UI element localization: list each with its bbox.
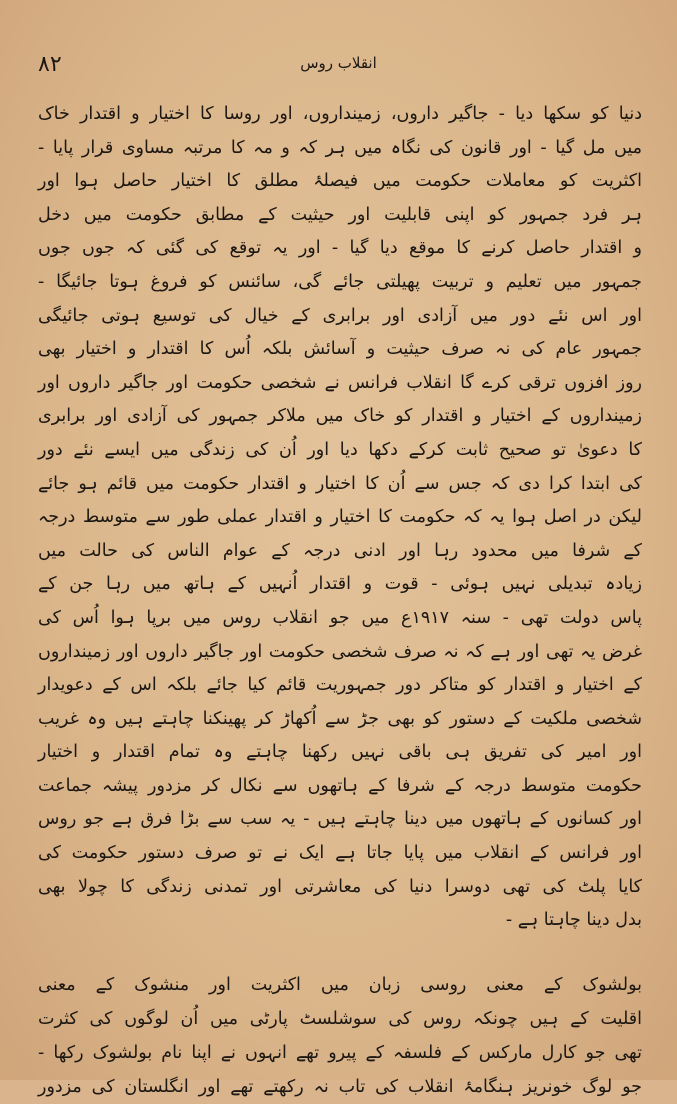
text-line: اور امیر کی تفریق ہی باقی نہیں رکھنا چاہتے وہ تمام اقتدار و اختیار [38, 742, 642, 763]
text-line: کی ابتدا کرا دی کہ جس سے اُن کا اختیار و اقتدار حکومت میں قائم ہو جائے [38, 473, 642, 494]
text-line: شخصی ملکیت کے دستور کو بھی جڑ سے اُکھاڑ کر پھینکنا چاہتے ہیں وہ غریب [38, 708, 642, 729]
page-header [0, 52, 677, 82]
text-body [38, 98, 642, 1104]
text-line: اور فرانس کے انقلاب میں پایا جاتا ہے ایک نے تو صرف دستور حکومت کی [38, 843, 642, 864]
text-line: دنیا کو سکھا دیا - جاگیر داروں، زمینداروں، اور روسا کا اختیار و اقتدار خاک [38, 104, 642, 124]
text-line: جو لوگ خونریز ہنگامۂ انقلاب کی تاب نہ رکھتے تھے اور انگلستان کی مزدور [38, 1076, 642, 1097]
text-line: اکثریت کو معاملات حکومت میں فیصلۂ مطلق کا اختیار حاصل ہوا اور [38, 171, 642, 192]
text-line: جمہور عام کی نہ صرف حیثیت و آسائش بلکہ اُس کا اقتدار و اختیار بھی [38, 339, 642, 360]
text-line: کے شرفا میں محدود رہا اور ادنی درجہ کے عوام الناس کی حالت میں [38, 540, 642, 561]
text-line: اقلیت کے ہیں چونکہ روس کی سوشلسٹ پارٹی میں اُن لوگوں کی کثرت [38, 1008, 642, 1029]
text-line: کایا پلٹ کی تھی دوسرا دنیا کی معاشرتی اور تمدنی زندگی کا چولا بھی [38, 876, 642, 897]
text-line: ہر فرد جمہور کو اپنی قابلیت اور حیثیت کے مطابق حکومت میں دخل [38, 204, 642, 225]
running-title: انقلاب روس [300, 54, 377, 72]
paragraph-gap [38, 938, 642, 968]
text-line: تھی جو کارل مارکس کے فلسفہ کے پیرو تھے انہوں نے اپنا نام بولشوک رکھا - [38, 1042, 642, 1063]
text-line: بولشوک کے معنی روسی زبان میں اکثریت اور منشوک کے معنی [38, 974, 642, 995]
page-number: ۸۲ [38, 52, 62, 77]
text-line: لیکن در اصل ہوا یہ کہ حکومت کا اختیار و اقتدار عملی طور سے متوسط درجہ [38, 507, 642, 528]
text-line: اور اس نئے دور میں آزادی اور برابری کے خیال کی توسیع ہوتی جائیگی [38, 305, 642, 326]
text-line: حکومت متوسط درجہ کے شرفا کے ہاتھوں سے نکال کر مزدور پیشہ جماعت [38, 775, 642, 796]
text-line: زیادہ تبدیلی نہیں ہوئی - قوت و اقتدار اُنہیں کے ہاتھ میں رہا جن کے [38, 574, 642, 595]
text-line: میں مل گیا - اور قانون کی نگاہ میں ہر کہ و مہ کا مرتبہ مساوی قرار پایا - [38, 137, 642, 158]
text-line: جمہور میں تعلیم و تربیت پھیلتی جائے گی، سائنس کو فروغ ہوتا جائیگا - [38, 271, 642, 292]
paragraph-1 [38, 98, 642, 938]
text-line: روز افزوں ترقی کرے گا انقلاب فرانس نے شخصی حکومت اور جاگیر داروں اور [38, 372, 642, 393]
text-line: کے اختیار و اقتدار کو متاکر دور جمہوریت قائم کیا جائے بلکہ اس کے دعویدار [38, 675, 642, 696]
text-line: بدل دینا چاہتا ہے - [505, 910, 642, 931]
text-line: اور کسانوں کے ہاتھوں میں دینا چاہتے ہیں - یہ سب سے بڑا فرق ہے جو روس [38, 809, 642, 830]
text-line: و اقتدار حاصل کرنے کا موقع دیا گیا - اور یہ توقع کی گئی کہ جوں جوں [38, 238, 642, 259]
text-line: کا دعویٰ تو صحیح ثابت کرکے دکھا دیا اور اُن کی زندگی میں ایسے نئے دور [38, 439, 642, 460]
paragraph-2 [38, 968, 642, 1104]
text-line: پاس دولت تھی - سنہ ۱۹۱۷ع میں جو انقلاب روس میں برپا ہوا اُس کی [38, 607, 642, 628]
text-line: غرض یہ تھی اور ہے کہ نہ صرف شخصی حکومت اور جاگیر داروں اور زمینداروں [38, 641, 642, 662]
text-line: زمینداروں کے اختیار و اقتدار کو خاک میں ملاکر جمہور کی آزادی اور برابری [38, 406, 642, 427]
